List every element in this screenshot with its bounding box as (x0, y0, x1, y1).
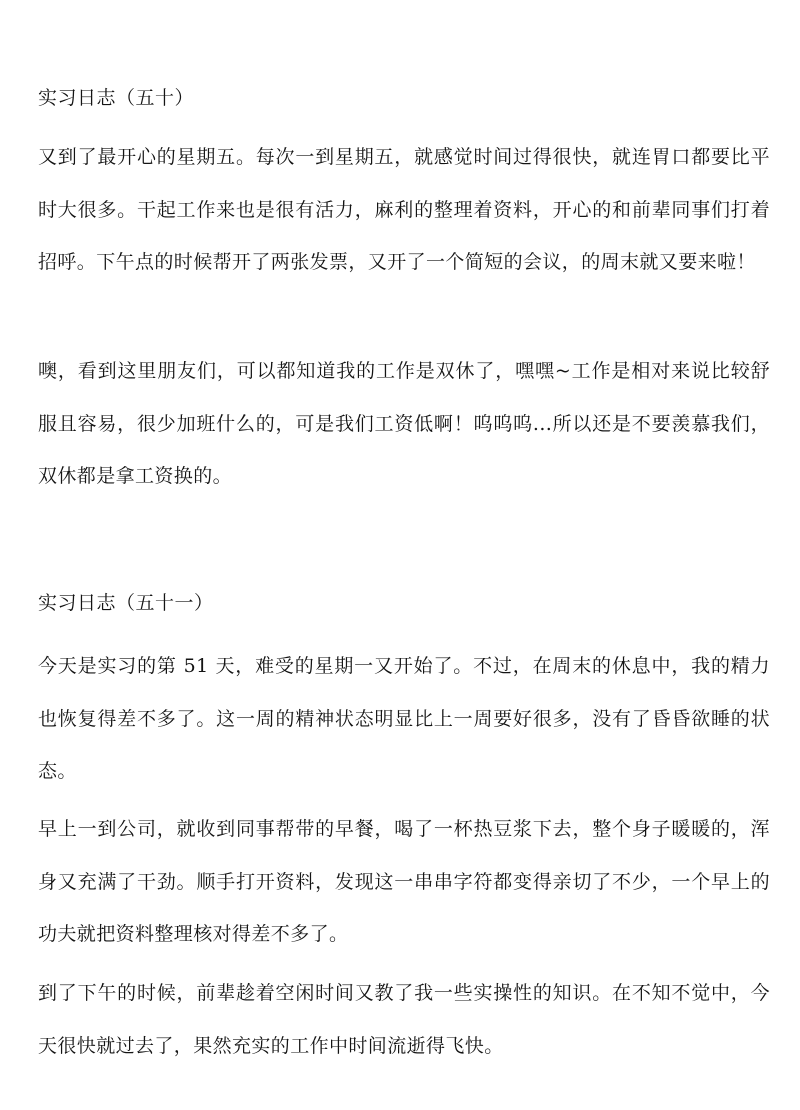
entry-50-paragraph-1: 又到了最开心的星期五。每次一到星期五，就感觉时间过得很快，就连胃口都要比平时大很多。干起工作来也是很有活力，麻利的整理着资料，开心的和前辈同事们打着招呼。下午点的时候帮开了两张发票，又开了一个简短的会议，的周末就又要来啦！ (38, 146, 770, 273)
entry-51-paragraph-1: 今天是实习的第 51 天，难受的星期一又开始了。不过，在周末的休息中，我的精力也恢复得差不多了。这一周的精神状态明显比上一周要好很多，没有了昏昏欲睡的状态。 (38, 655, 770, 782)
entry-51-paragraph-2: 早上一到公司，就收到同事帮带的早餐，喝了一杯热豆浆下去，整个身子暖暖的，浑身又充满了干劲。顺手打开资料，发现这一串串字符都变得亲切了不少，一个早上的功夫就把资料整理核对得差不多了。 (38, 818, 770, 945)
entry-title-day-51: 实习日志（五十一） (38, 592, 214, 614)
entry-title-day-50: 实习日志（五十） (38, 87, 195, 109)
entry-50-paragraph-2: 噢，看到这里朋友们，可以都知道我的工作是双休了，嘿嘿~工作是相对来说比较舒服且容易，很少加班什么的，可是我们工资低啊！呜呜呜...所以还是不要羡慕我们，双休都是拿工资换的。 (38, 360, 770, 487)
entry-51-paragraph-3: 到了下午的时候，前辈趁着空闲时间又教了我一些实操性的知识。在不知不觉中，今天很快就过去了，果然充实的工作中时间流逝得飞快。 (38, 982, 770, 1057)
